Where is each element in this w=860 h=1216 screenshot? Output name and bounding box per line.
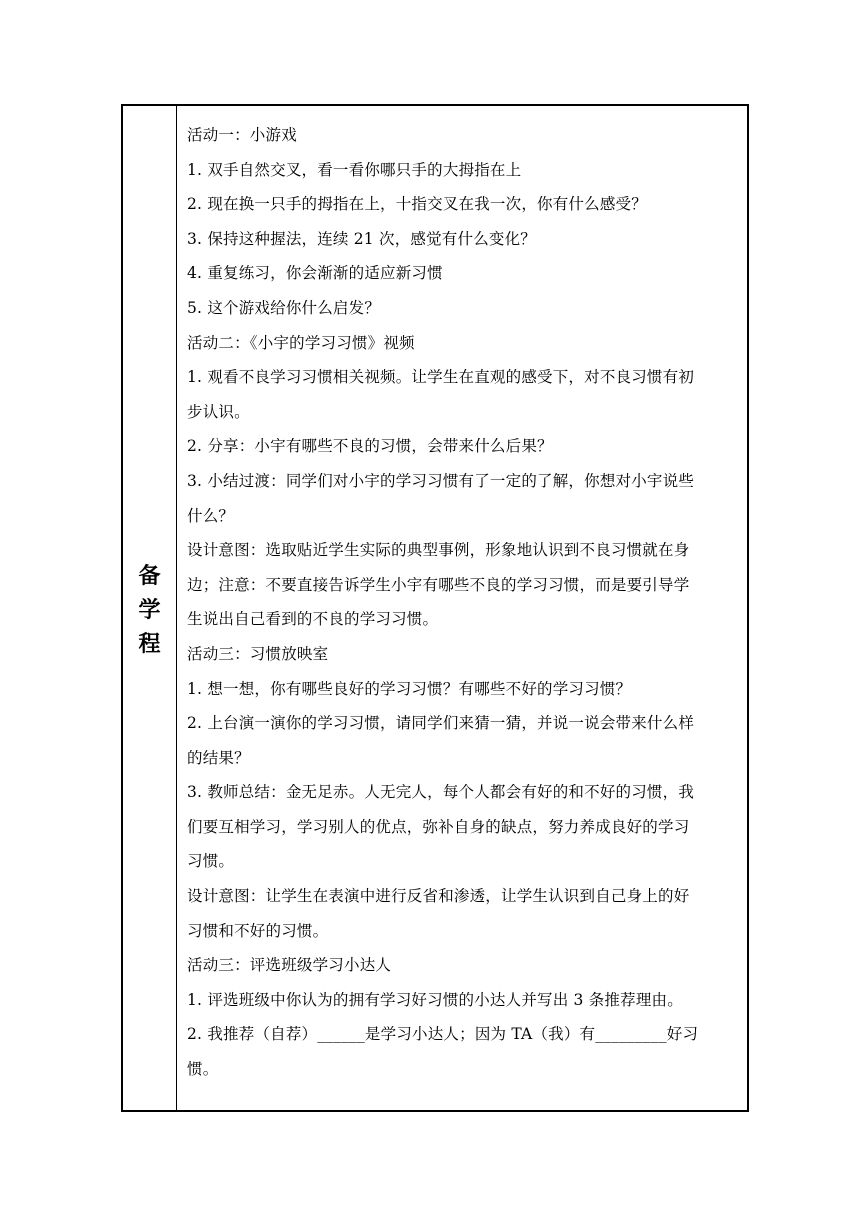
activity-2-step-1-cont: 步认识。	[187, 402, 250, 421]
activity-1-step-1: 1. 双手自然交叉，看一看你哪只手的大拇指在上	[187, 160, 522, 179]
side-label-char: 学	[138, 598, 161, 623]
activity-3-step-3-cont: 习惯。	[187, 852, 235, 871]
activity-3-step-3-cont: 们要互相学习，学习别人的优点，弥补自身的缺点，努力养成良好的学习	[187, 817, 690, 836]
side-label-char: 备	[138, 564, 161, 589]
activity-1-step-5: 5. 这个游戏给你什么启发？	[187, 298, 381, 317]
activity-4-step-2-cont: 惯。	[187, 1060, 219, 1079]
content-cell	[177, 106, 747, 1110]
side-label-char: 程	[138, 632, 161, 657]
design-intent-1: 设计意图：选取贴近学生实际的典型事例，形象地认识到不良习惯就在身	[187, 541, 690, 560]
activity-4-step-2: 2. 我推荐（自荐）______是学习小达人；因为 TA（我）有_________好习	[187, 1025, 699, 1044]
design-intent-2: 设计意图：让学生在表演中进行反省和渗透，让学生认识到自己身上的好	[187, 887, 690, 906]
activity-4-heading: 活动三：评选班级学习小达人	[187, 956, 392, 975]
activity-1-heading: 活动一：小游戏	[187, 126, 297, 144]
side-label	[123, 560, 176, 662]
activity-3-heading: 活动三：习惯放映室	[187, 644, 329, 663]
activity-2-heading: 活动二：《小宇的学习习惯》视频	[187, 333, 415, 352]
activity-1-step-2: 2. 现在换一只手的拇指在上，十指交叉在我一次，你有什么感受？	[187, 195, 647, 214]
activity-4-step-1: 1. 评选班级中你认为的拥有学习好习惯的小达人并写出 3 条推荐理由。	[187, 990, 683, 1009]
design-intent-1-cont: 生说出自己看到的不良的学习习惯。	[187, 610, 439, 629]
activity-2-step-2: 2. 分享：小宇有哪些不良的习惯，会带来什么后果？	[187, 437, 553, 456]
activity-2-step-1: 1. 观看不良学习习惯相关视频。让学生在直观的感受下，对不良习惯有初	[187, 368, 695, 387]
design-intent-1-cont: 边；注意：不要直接告诉学生小宇有哪些不良的学习习惯，而是要引导学	[187, 575, 690, 594]
activity-3-step-1: 1. 想一想，你有哪些良好的学习习惯？有哪些不好的学习习惯？	[187, 679, 632, 698]
activity-2-step-3: 3. 小结过渡：同学们对小宇的学习习惯有了一定的了解，你想对小宇说些	[187, 471, 695, 490]
side-label-cell	[123, 106, 177, 1110]
activity-1-step-4: 4. 重复练习，你会渐渐的适应新习惯	[187, 264, 443, 283]
activity-3-step-3: 3. 教师总结：金无足赤。人无完人，每个人都会有好的和不好的习惯，我	[187, 783, 695, 802]
lesson-plan-table	[121, 104, 749, 1112]
activity-1-step-3: 3. 保持这种握法，连续 21 次，感觉有什么变化？	[187, 229, 536, 248]
activity-2-step-3-cont: 什么？	[187, 506, 235, 525]
design-intent-2-cont: 习惯和不好的习惯。	[187, 921, 329, 940]
activity-3-step-2: 2. 上台演一演你的学习习惯，请同学们来猜一猜，并说一说会带来什么样	[187, 714, 695, 733]
activity-3-step-2-cont: 的结果？	[187, 748, 250, 767]
